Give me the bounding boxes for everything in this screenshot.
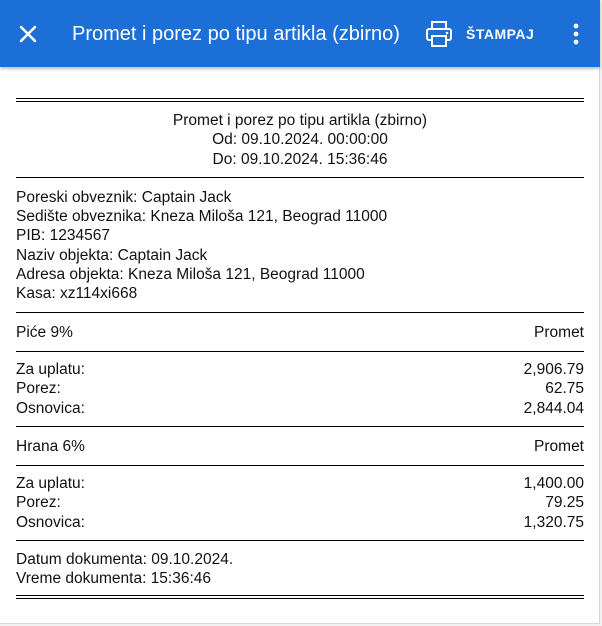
document-time: Vreme dokumenta: 15:36:46 (16, 570, 212, 588)
divider (16, 312, 584, 313)
divider (16, 540, 584, 541)
period-to: Do: 09.10.2024. 15:36:46 (212, 150, 388, 168)
more-options-button[interactable] (564, 20, 588, 48)
section-column: Promet (534, 437, 584, 455)
row-label: Osnovica: (16, 513, 85, 531)
table-row (16, 474, 584, 493)
row-value: 1,400.00 (523, 475, 584, 493)
table-row (16, 379, 584, 398)
app-bar (0, 0, 600, 67)
row-label: Porez: (16, 380, 61, 398)
taxpayer-line: Kasa: xz114xi668 (16, 285, 138, 303)
printer-icon (424, 19, 454, 49)
close-button[interactable] (14, 20, 42, 48)
divider (16, 426, 584, 427)
row-label: Za uplatu: (16, 360, 85, 378)
divider (16, 465, 584, 466)
receipt (16, 98, 584, 599)
taxpayer-line: Poreski obveznik: Captain Jack (16, 188, 232, 206)
receipt-header (16, 111, 584, 169)
section-column: Promet (534, 323, 584, 341)
divider (16, 177, 584, 178)
taxpayer-line: Naziv objekta: Captain Jack (16, 246, 208, 264)
close-icon (14, 20, 42, 48)
taxpayer-info (16, 188, 584, 304)
taxpayer-line: Sedište obveznika: Kneza Miloša 121, Beograd 11000 (16, 208, 388, 226)
double-divider (16, 98, 584, 102)
dialog-title: Promet i porez po tipu artikla (zbirno) (72, 23, 400, 45)
row-value: 1,320.75 (523, 513, 584, 531)
divider (16, 351, 584, 352)
row-label: Osnovica: (16, 399, 85, 417)
table-row (16, 513, 584, 532)
section-name: Hrana 6% (16, 437, 85, 455)
double-divider (16, 595, 584, 599)
row-value: 79.25 (545, 494, 584, 512)
receipt-title: Promet i porez po tipu artikla (zbirno) (172, 112, 428, 129)
row-label: Za uplatu: (16, 475, 85, 493)
document-date: Datum dokumenta: 09.10.2024. (16, 551, 234, 569)
section-name: Piće 9% (16, 323, 73, 341)
print-label: ŠTAMPAJ (466, 26, 535, 42)
taxpayer-line: PIB: 1234567 (16, 227, 110, 245)
section-header (16, 323, 584, 342)
taxpayer-line: Adresa objekta: Kneza Miloša 121, Beograd 11000 (16, 266, 365, 284)
section-header (16, 437, 584, 456)
period-from: Od: 09.10.2024. 00:00:00 (212, 131, 388, 149)
table-row (16, 360, 584, 379)
more-vert-icon (564, 20, 588, 48)
table-row (16, 399, 584, 418)
print-button[interactable] (424, 18, 534, 50)
row-value: 2,844.04 (523, 399, 584, 417)
row-value: 62.75 (545, 380, 584, 398)
section-rows (16, 474, 584, 532)
row-label: Porez: (16, 494, 61, 512)
table-row (16, 493, 584, 512)
section-rows (16, 360, 584, 418)
row-value: 2,906.79 (523, 360, 584, 378)
document-footer (16, 550, 584, 589)
